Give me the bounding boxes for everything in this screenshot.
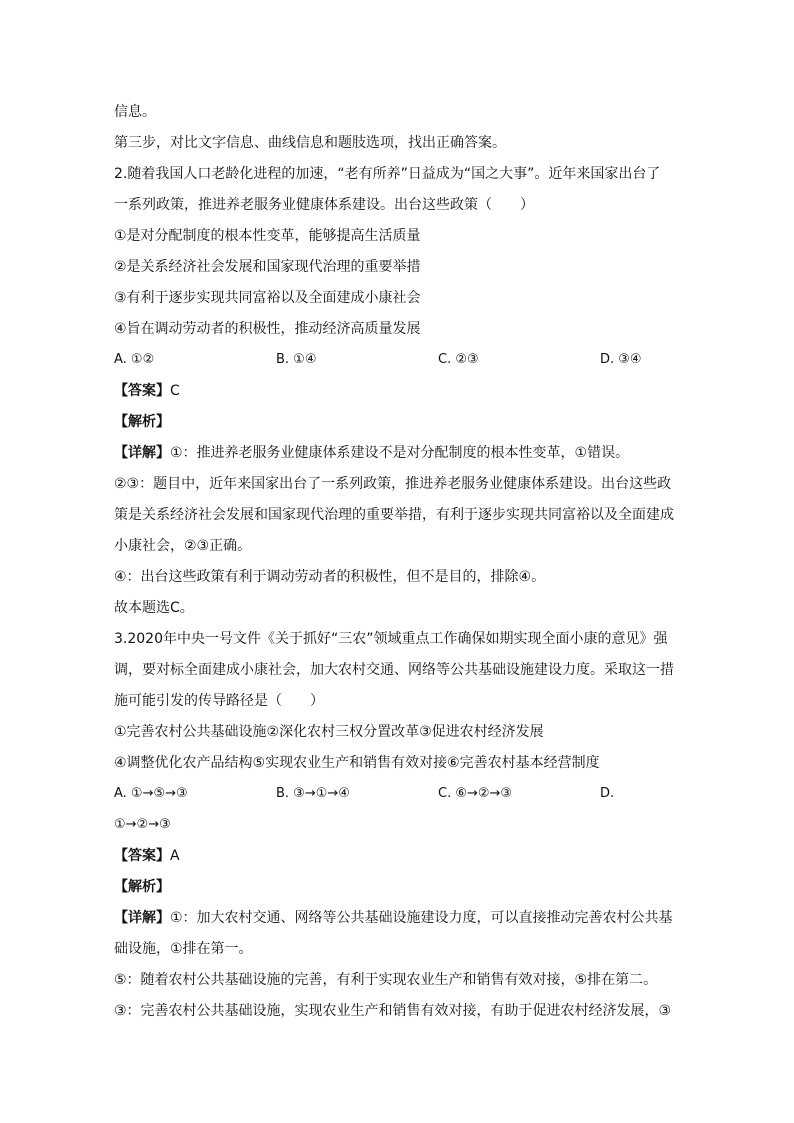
option-d-text: ①→②→③ xyxy=(114,817,171,832)
question-3-statement: ①完善农村公共基础设施②深化农村三权分置改革③促进农村经济发展 xyxy=(114,724,544,740)
answer-line xyxy=(114,846,674,866)
question-2-statement: ①是对分配制度的根本性变革，能够提高生活质量 xyxy=(114,228,421,244)
detail-line: 础设施，①排在第一。 xyxy=(114,941,253,957)
option-c: C. ⑥→②→③ xyxy=(438,786,513,801)
question-3-stem: 3.2020年中央一号文件《关于抓好“三农”领域重点工作确保如期实现全面小康的意见》强 xyxy=(114,631,668,647)
detail-line: 策是关系经济社会发展和国家现代治理的重要举措，有利于逐步实现共同富裕以及全面建成 xyxy=(114,507,674,523)
detail-line: ②③：题目中，近年来国家出台了一系列政策，推进养老服务业健康体系建设。出台这些政 xyxy=(114,476,672,492)
detail-text: ①：加大农村交通、网络等公共基础设施建设力度，可以直接推动完善农村公共基 xyxy=(170,910,673,926)
detail-tag: 【详解】 xyxy=(114,445,170,461)
question-2-statement: ③有利于逐步实现共同富裕以及全面建成小康社会 xyxy=(114,290,421,306)
detail-line: ④：出台这些政策有利于调动劳动者的积极性，但不是目的，排除④。 xyxy=(114,569,546,585)
question-3-stem: 施可能引发的传导路径是（ ） xyxy=(114,693,324,709)
option-a: A. ①→⑤→③ xyxy=(114,786,188,801)
analysis-tag: 【解析】 xyxy=(114,879,170,895)
answer-value: C xyxy=(170,383,180,399)
question-2-stem: 一系列政策，推进养老服务业健康体系建设。出台这些政策（ ） xyxy=(114,197,534,213)
question-2-options xyxy=(114,350,674,370)
question-2-stem: 2.随着我国人口老龄化进程的加速，“老有所养”日益成为“国之大事”。近年来国家出台了 xyxy=(114,166,661,182)
question-3-stem: 调，要对标全面建成小康社会，加大农村交通、网络等公共基础设施建设力度。采取这一措 xyxy=(114,662,674,678)
detail-line: ⑤：随着农村公共基础设施的完善，有利于实现农业生产和销售有效对接，⑤排在第二。 xyxy=(114,972,658,988)
answer-value: A xyxy=(170,848,180,864)
detail-line: 小康社会，②③正确。 xyxy=(114,538,252,554)
option-a: A. ①② xyxy=(114,352,155,367)
text-line: 信息。 xyxy=(114,104,156,120)
detail-line xyxy=(114,908,674,928)
option-d: D. xyxy=(600,786,615,801)
option-d-wrap xyxy=(114,815,674,835)
analysis-tag: 【解析】 xyxy=(114,414,170,430)
detail-line: ③：完善农村公共基础设施，实现农业生产和销售有效对接，有助于促进农村经济发展，③ xyxy=(114,1003,672,1019)
question-3-statement: ④调整优化农产品结构⑤实现农业生产和销售有效对接⑥完善农村基本经营制度 xyxy=(114,755,600,771)
question-2-statement: ④旨在调动劳动者的积极性，推动经济高质量发展 xyxy=(114,321,421,337)
answer-line xyxy=(114,381,674,401)
detail-line: 故本题选C。 xyxy=(114,600,194,616)
detail-text: ①：推进养老服务业健康体系建设不是对分配制度的根本性变革，①错误。 xyxy=(170,445,630,461)
detail-line xyxy=(114,443,674,463)
answer-tag: 【答案】 xyxy=(114,383,170,399)
option-b: B. ③→①→④ xyxy=(276,786,350,801)
question-3-options xyxy=(114,784,674,804)
option-b: B. ①④ xyxy=(276,352,317,367)
text-line: 第三步，对比文字信息、曲线信息和题肢选项，找出正确答案。 xyxy=(114,135,506,151)
answer-tag: 【答案】 xyxy=(114,848,170,864)
question-2-statement: ②是关系经济社会发展和国家现代治理的重要举措 xyxy=(114,259,421,275)
option-d: D. ③④ xyxy=(600,352,642,367)
detail-tag: 【详解】 xyxy=(114,910,170,926)
option-c: C. ②③ xyxy=(438,352,479,367)
